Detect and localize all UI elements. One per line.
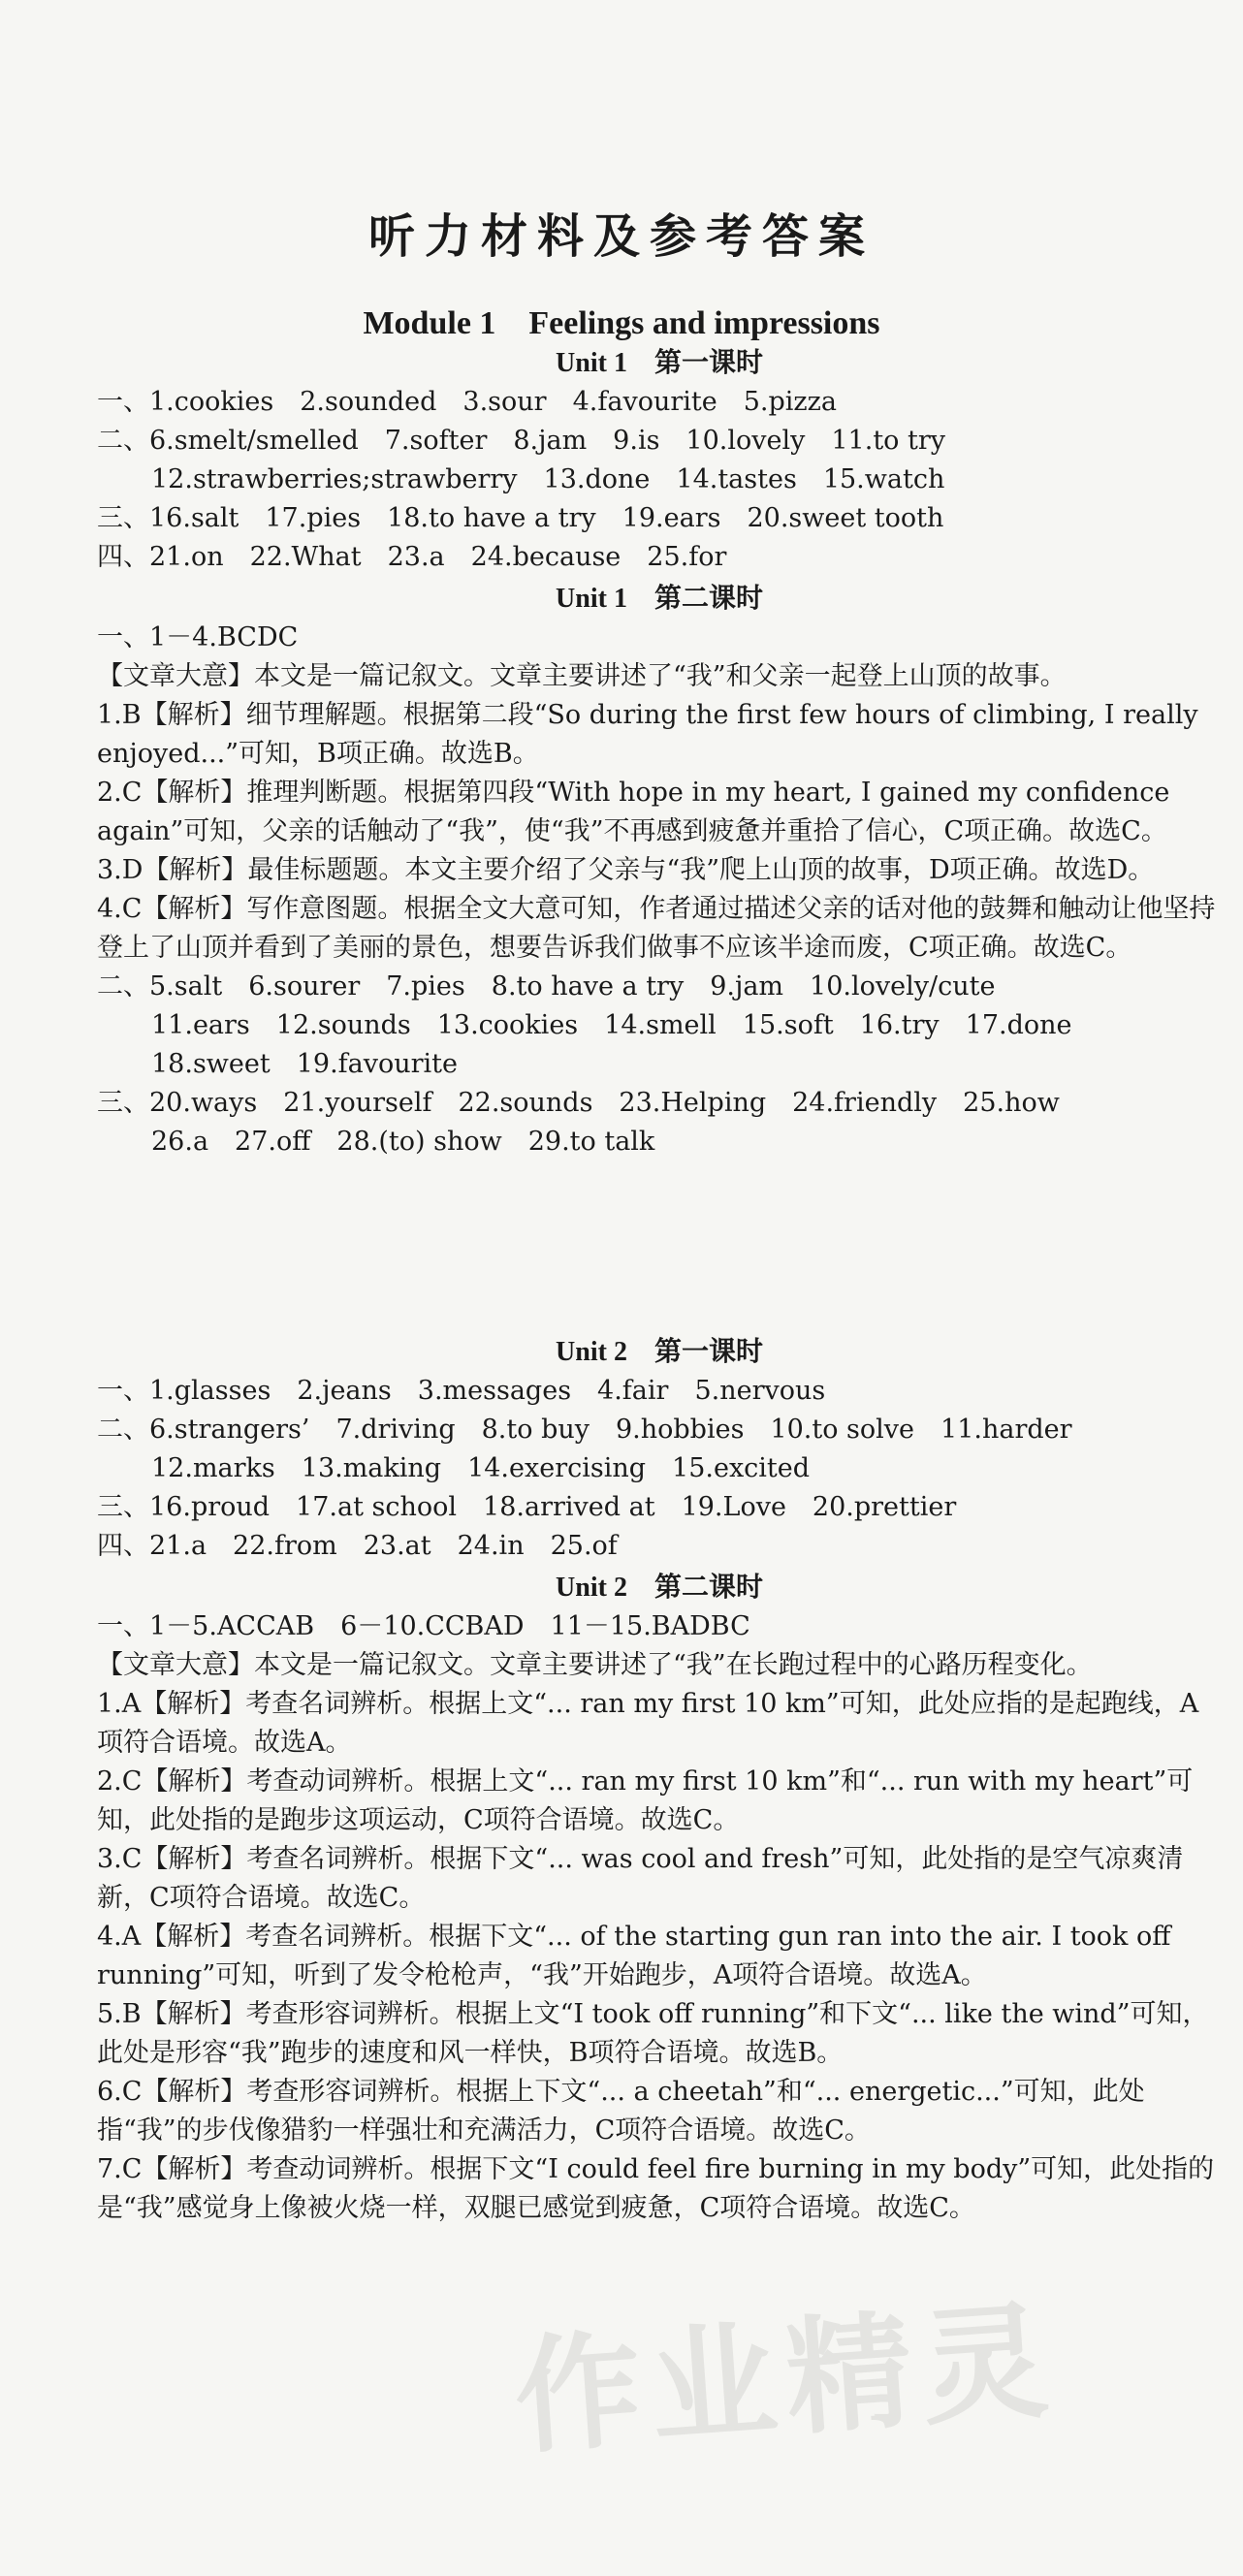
answer-line: 四、21.on 22.What 23.a 24.because 25.for bbox=[97, 542, 727, 572]
explanation: 7.C【解析】考查动词辨析。根据下文“I could feel fire burning in my body”可知，此处指的是“我”感觉身上像被火烧一样，双腿已感觉到疲惫，C项符合语境。故选C。 bbox=[97, 2154, 1215, 2223]
answer-line: 18.sweet 19.favourite bbox=[151, 1049, 459, 1079]
answer-line: 一、1.glasses 2.jeans 3.messages 4.fair 5.nervous bbox=[97, 1376, 826, 1406]
unit2-lesson2 bbox=[97, 1569, 1222, 2228]
unit2-lesson1 bbox=[97, 1333, 1222, 1566]
explanation: 4.A【解析】考查名词辨析。根据下文“... of the starting gun ran into the air. I took off running”可知，听到了发令枪枪声，“我”开始跑步，A项符合语境。故选A。 bbox=[97, 1922, 1171, 1990]
explanation: 6.C【解析】考查形容词辨析。根据上下文“... a cheetah”和“... energetic...”可知，此处指“我”的步伐像猎豹一样强壮和充满活力，C项符合语境。故选C。 bbox=[97, 2077, 1145, 2146]
answer-line: 11.ears 12.sounds 13.cookies 14.smell 15.soft 16.try 17.done bbox=[151, 1010, 1072, 1040]
answer-line: 二、6.smelt/smelled 7.softer 8.jam 9.is 10.lovely 11.to try bbox=[97, 426, 946, 456]
answer-line: 三、16.salt 17.pies 18.to have a try 19.ears 20.sweet tooth bbox=[97, 503, 944, 533]
article-summary: 【文章大意】本文是一篇记叙文。文章主要讲述了“我”在长跑过程中的心路历程变化。 bbox=[97, 1650, 1093, 1680]
answer-line: 二、5.salt 6.sourer 7.pies 8.to have a try 9.jam 10.lovely/cute bbox=[97, 971, 996, 1002]
answer-line: 一、1－5.ACCAB 6－10.CCBAD 11－15.BADBC bbox=[97, 1611, 750, 1641]
page-title: 听力材料及参考答案 bbox=[367, 209, 875, 264]
explanation: 3.D【解析】最佳标题题。本文主要介绍了父亲与“我”爬上山顶的故事，D项正确。故选D。 bbox=[97, 855, 1155, 885]
explanation: 5.B【解析】考查形容词辨析。根据上文“I took off running”和下文“... like the wind”可知，此处是形容“我”跑步的速度和风一样快，B项符合语境。故选B。 bbox=[97, 1999, 1209, 2068]
answer-line: 12.strawberries;strawberry 13.done 14.tastes 15.watch bbox=[151, 464, 945, 494]
watermark: 作业精灵 bbox=[510, 2286, 1063, 2472]
section-heading: Unit 2 第二课时 bbox=[556, 1573, 763, 1603]
section-heading: Unit 2 第一课时 bbox=[556, 1337, 763, 1367]
explanation: 4.C【解析】写作意图题。根据全文大意可知，作者通过描述父亲的话对他的鼓舞和触动让他坚持登上了山顶并看到了美丽的景色，想要告诉我们做事不应该半途而废，C项正确。故选C。 bbox=[97, 894, 1216, 963]
section-heading: Unit 1 第二课时 bbox=[556, 584, 763, 614]
module-title: Module 1 Feelings and impressions bbox=[363, 305, 880, 341]
answer-line: 一、1－4.BCDC bbox=[97, 622, 299, 652]
unit1-lesson1 bbox=[97, 344, 1222, 577]
explanation: 1.B【解析】细节理解题。根据第二段“So during the first few hours of climbing, I really enjoyed...”可知，B项正确。故选B。 bbox=[97, 700, 1198, 769]
answer-line: 26.a 27.off 28.(to) show 29.to talk bbox=[151, 1127, 655, 1157]
explanation: 1.A【解析】考查名词辨析。根据上文“... ran my first 10 km”可知，此处应指的是起跑线，A项符合语境。故选A。 bbox=[97, 1689, 1199, 1758]
explanation: 2.C【解析】推理判断题。根据第四段“With hope in my heart, I gained my confidence again”可知，父亲的话触动了“我”，使“我”不再感到疲惫并重拾了信心，C项正确。故选C。 bbox=[97, 778, 1170, 846]
article-summary: 【文章大意】本文是一篇记叙文。文章主要讲述了“我”和父亲一起登上山顶的故事。 bbox=[97, 661, 1067, 691]
answer-line: 三、16.proud 17.at school 18.arrived at 19.Love 20.prettier bbox=[97, 1492, 957, 1522]
answer-line: 二、6.strangers’ 7.driving 8.to buy 9.hobbies 10.to solve 11.harder bbox=[97, 1415, 1072, 1445]
answer-line: 三、20.ways 21.yourself 22.sounds 23.Helping 24.friendly 25.how bbox=[97, 1088, 1060, 1118]
answer-line: 一、1.cookies 2.sounded 3.sour 4.favourite 5.pizza bbox=[97, 387, 837, 417]
unit1-lesson2 bbox=[97, 580, 1222, 1161]
answer-line: 四、21.a 22.from 23.at 24.in 25.of bbox=[97, 1531, 618, 1561]
answer-line: 12.marks 13.making 14.exercising 15.excited bbox=[151, 1453, 811, 1483]
section-heading: Unit 1 第一课时 bbox=[556, 348, 763, 378]
explanation: 2.C【解析】考查动词辨析。根据上文“... ran my first 10 km”和“... run with my heart”可知，此处指的是跑步这项运动，C项符合语境。故选C。 bbox=[97, 1766, 1194, 1835]
explanation: 3.C【解析】考查名词辨析。根据下文“... was cool and fresh”可知，此处指的是空气凉爽清新，C项符合语境。故选C。 bbox=[97, 1844, 1184, 1913]
